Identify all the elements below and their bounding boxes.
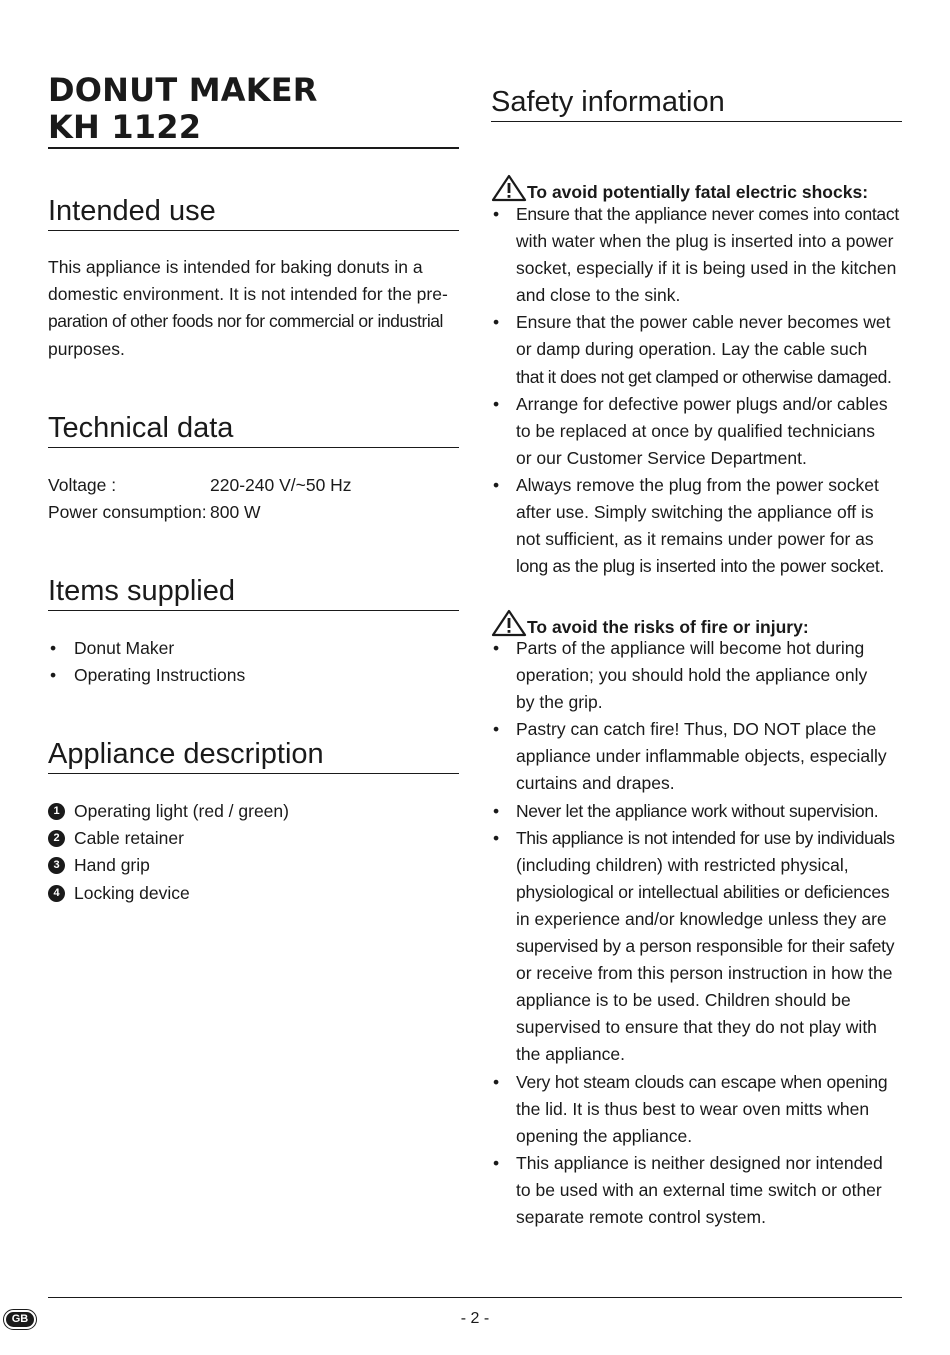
line: that it does not get clamped or otherwise damaged. bbox=[516, 366, 892, 387]
appliance-description-heading: Appliance description bbox=[48, 738, 324, 770]
list-item bbox=[491, 825, 903, 1069]
line: in experience and/or knowledge unless they are bbox=[516, 908, 887, 929]
tech-row-power bbox=[48, 499, 459, 526]
line: separate remote control system. bbox=[516, 1206, 766, 1227]
appliance-description-divider bbox=[48, 773, 459, 774]
page-number: - 2 - bbox=[460, 1310, 490, 1327]
number-badge: 4 bbox=[48, 885, 65, 902]
list-item bbox=[491, 472, 903, 580]
list-item bbox=[48, 852, 459, 879]
line: supervised by a person responsible for their safety bbox=[516, 936, 895, 957]
line: curtains and drapes. bbox=[516, 773, 675, 794]
intended-use-line: purposes. bbox=[48, 338, 125, 359]
line: to be replaced at once by qualified technicians bbox=[516, 420, 875, 441]
bullet: • bbox=[493, 638, 500, 658]
list-item bbox=[491, 1150, 903, 1231]
bullet: • bbox=[493, 719, 500, 740]
power-value: 800 W bbox=[210, 502, 261, 522]
line: This appliance is not intended for use by individuals bbox=[516, 827, 895, 848]
list-item bbox=[491, 798, 903, 825]
line: Arrange for defective power plugs and/or cables bbox=[516, 393, 888, 414]
line: or damp during operation. Lay the cable such bbox=[516, 339, 868, 360]
intended-use-line: domestic environment. It is not intended for the pre- bbox=[48, 284, 448, 305]
power-label: Power consumption: bbox=[48, 502, 207, 522]
line: Always remove the plug from the power socket bbox=[516, 474, 879, 495]
bullet: • bbox=[50, 665, 57, 686]
bullet: • bbox=[493, 312, 500, 333]
items-supplied-heading: Items supplied bbox=[48, 575, 235, 607]
item-text: Donut Maker bbox=[74, 638, 175, 658]
item-text: Operating Instructions bbox=[74, 665, 246, 686]
appliance-description-list bbox=[48, 798, 459, 907]
line: the lid. It is thus best to wear oven mitts when bbox=[516, 1098, 870, 1119]
line: Ensure that the power cable never becomes wet bbox=[516, 312, 891, 333]
bullet: • bbox=[493, 393, 500, 414]
list-item bbox=[491, 201, 903, 309]
line: Very hot steam clouds can escape when opening bbox=[516, 1071, 888, 1092]
line: by the grip. bbox=[516, 692, 603, 713]
intended-use-line: paration of other foods nor for commercial or industrial bbox=[48, 311, 443, 332]
electric-shock-list bbox=[491, 201, 903, 580]
document-title bbox=[48, 72, 459, 146]
bullet: • bbox=[493, 204, 500, 224]
voltage-value: 220-240 V/~50 Hz bbox=[210, 475, 352, 495]
line: Ensure that the appliance never comes into contact bbox=[516, 204, 899, 224]
line: with water when the plug is inserted into a power bbox=[516, 231, 894, 252]
warning-title: To avoid potentially fatal electric shocks: bbox=[527, 182, 869, 202]
list-item bbox=[491, 309, 903, 390]
warning-title: To avoid the risks of fire or injury: bbox=[527, 617, 809, 637]
list-item bbox=[48, 880, 459, 907]
line: long as the plug is inserted into the power socket. bbox=[516, 556, 884, 577]
line: Parts of the appliance will become hot during bbox=[516, 638, 865, 658]
technical-data-heading: Technical data bbox=[48, 412, 234, 444]
list-item bbox=[491, 716, 903, 797]
title-divider bbox=[48, 147, 459, 149]
language-code: GB bbox=[6, 1312, 34, 1327]
line: Never let the appliance work without supervision. bbox=[516, 800, 879, 821]
bullet: • bbox=[493, 800, 500, 821]
intended-use-line: This appliance is intended for baking donuts in a bbox=[48, 257, 423, 277]
intended-use-text bbox=[48, 254, 468, 363]
line: operation; you should hold the appliance only bbox=[516, 665, 868, 686]
line: socket, especially if it is being used in the kitchen bbox=[516, 258, 897, 279]
line: after use. Simply switching the appliance off is bbox=[516, 502, 874, 523]
items-supplied-divider bbox=[48, 610, 459, 611]
warning-triangle-icon bbox=[491, 609, 527, 637]
line: or our Customer Service Department. bbox=[516, 447, 807, 468]
safety-heading: Safety information bbox=[491, 86, 725, 118]
list-item bbox=[48, 825, 459, 852]
line: appliance is to be used. Children should be bbox=[516, 990, 851, 1011]
items-supplied-list bbox=[48, 635, 459, 689]
tech-row-voltage bbox=[48, 472, 459, 499]
line: opening the appliance. bbox=[516, 1125, 693, 1146]
line: This appliance is neither designed nor intended bbox=[516, 1152, 883, 1173]
bullet: • bbox=[493, 827, 500, 848]
list-item bbox=[48, 662, 459, 689]
warning-triangle-icon bbox=[491, 174, 527, 202]
list-item bbox=[48, 635, 459, 662]
line: Pastry can catch fire! Thus, DO NOT place the bbox=[516, 719, 877, 740]
number-badge: 2 bbox=[48, 830, 65, 847]
line: not sufficient, as it remains under power for as bbox=[516, 529, 874, 550]
warning-electric-shock bbox=[491, 174, 868, 204]
fire-injury-list bbox=[491, 635, 903, 1231]
line: appliance under inflammable objects, especially bbox=[516, 746, 887, 767]
item-text: Locking device bbox=[74, 882, 190, 903]
bullet: • bbox=[493, 1071, 500, 1092]
footer-divider bbox=[48, 1297, 902, 1298]
intended-use-heading: Intended use bbox=[48, 195, 216, 227]
line: physiological or intellectual abilities or deficiences bbox=[516, 881, 890, 902]
bullet: • bbox=[493, 474, 500, 495]
line: to be used with an external time switch or other bbox=[516, 1179, 882, 1200]
number-badge: 3 bbox=[48, 857, 65, 874]
title-line-2: KH 1122 bbox=[48, 108, 202, 146]
line: the appliance. bbox=[516, 1044, 625, 1065]
title-line-1: DONUT MAKER bbox=[48, 71, 318, 109]
item-text: Operating light (red / green) bbox=[74, 801, 289, 821]
list-item bbox=[491, 635, 903, 716]
bullet: • bbox=[493, 1152, 500, 1173]
item-text: Hand grip bbox=[74, 855, 150, 876]
voltage-label: Voltage : bbox=[48, 475, 117, 495]
line: (including children) with restricted physical, bbox=[516, 854, 849, 875]
line: supervised to ensure that they do not play with bbox=[516, 1017, 877, 1038]
item-text: Cable retainer bbox=[74, 828, 184, 849]
list-item bbox=[491, 1069, 903, 1150]
list-item bbox=[48, 798, 459, 825]
safety-divider bbox=[491, 121, 902, 122]
line: and close to the sink. bbox=[516, 285, 681, 306]
intended-use-divider bbox=[48, 230, 459, 231]
list-item bbox=[491, 391, 903, 472]
bullet: • bbox=[50, 638, 57, 658]
line: or receive from this person instruction in how the bbox=[516, 963, 893, 984]
number-badge: 1 bbox=[48, 803, 65, 820]
technical-data-divider bbox=[48, 447, 459, 448]
